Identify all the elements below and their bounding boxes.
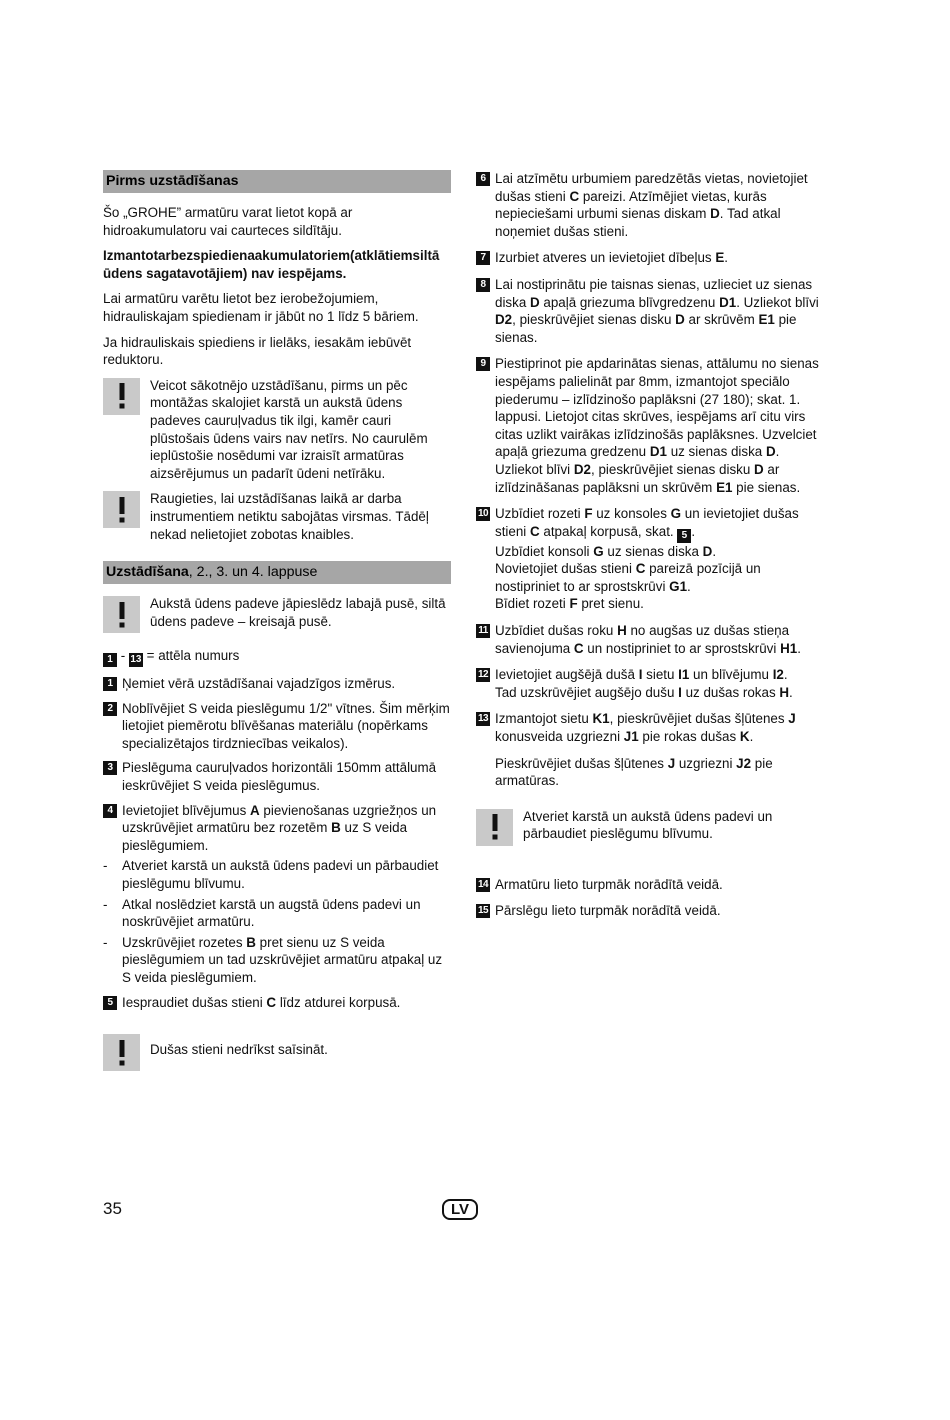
step-3: 3 Pieslēguma cauruļvados horizontāli 150mm attālumā ieskrūvējiet S veida pieslēgumus. — [103, 759, 451, 794]
step-11: 11 Uzbīdiet dušas roku H no augšas uz dušas stieņa savienojuma C un nostipriniet to ar sprostskrūvi H1. — [476, 622, 826, 657]
step-2: 2 Noblīvējiet S veida pieslēgumu 1/2" vītnes. Šim mērķim lietojiet piemērotu blīvēšanas materiālu (nopērkams specializētajos tirdzniecības veikalos). — [103, 700, 451, 753]
step-9: 9 Piestiprinot pie apdarinātas sienas, attālumu no sienas iespējams palielināt par 8mm, izmantojot speciālo piederumu – izlīdzinošo paplāksni (27 180); skat. 1. lappusi. Lietojot citas skrūves, iespējams arī citu virs citas uzlikt vairākas izlīdzinošās paplāksnes. Uzvelciet apaļā griezuma gredzenu D1 uz sienas diska D. Uzliekot blīvi D2, pieskrūvējiet sienas disku D ar izlīdzināšanas paplāksni un skrūvēm E1 pie sienas. — [476, 355, 826, 496]
step-number-badge: 15 — [477, 905, 489, 917]
page-number: 35 — [103, 1199, 122, 1218]
step-12: 12 Ievietojiet augšējā dušā I sietu I1 un blīvējumu I2. Tad uzskrūvējiet augšējo dušu I uz dušas rokas H. — [477, 667, 793, 700]
step-number-badge: 14 — [477, 878, 489, 890]
step-1: 1 Ņemiet vērā uzstādīšanai vajadzīgos izmērus. — [103, 675, 451, 693]
warning-text: Raugieties, lai uzstādīšanas laikā ar darba instrumentiem netiktu sabojātas virsmas. Tādēļ nekad nelietojiet zobotas knaibles. — [150, 491, 429, 542]
warning-text: Aukstā ūdens padeve jāpieslēdz labajā pusē, siltā ūdens padeve – kreisajā pusē. — [150, 596, 446, 629]
step-number-badge: 4 — [103, 804, 117, 818]
paragraph: Pieskrūvējiet dušas šļūtenes J uzgriezni J2 pie armatūras. — [495, 755, 773, 789]
figure-reference-badge: 5 — [677, 529, 691, 543]
exclamation-icon — [103, 378, 140, 415]
dash-item: - Atkal noslēdziet karstā un augstā ūdens padevi un noskrūvējiet armatūru. — [103, 896, 421, 930]
exclamation-icon — [476, 809, 513, 846]
step-15: 15 Pārslēgu lieto turpmāk norādītā veidā. — [477, 903, 721, 919]
step-5: 5 Iespraudiet dušas stieni C līdz atdurei korpusā. — [103, 994, 451, 1012]
warning-note — [103, 490, 451, 543]
step-number-badge: 8 — [476, 278, 490, 292]
step-number-badge: 13 — [477, 713, 489, 725]
step-number-badge: 3 — [103, 761, 117, 775]
warning-note — [103, 377, 451, 483]
step-6: 6 Lai atzīmētu urbumiem paredzētās vietas, novietojiet dušas stieni C pareizi. Atzīmējiet vietas, kurās nepieciešami urbumi sienas diskam D. Tad atkal noņemiet dušas stieni. — [476, 170, 826, 240]
figure-number-badge: 13 — [130, 654, 142, 666]
figure-number-legend: 1 - 13 = attēla numurs — [103, 647, 451, 667]
exclamation-icon — [103, 1034, 140, 1071]
step-number-badge: 9 — [476, 357, 490, 371]
right-column — [476, 170, 826, 927]
step-4: 4 Ievietojiet blīvējumus A pievienošanas uzgriežņos un uzskrūvējiet armatūru bez rozetēm B uz S veida pieslēgumiem. — [103, 802, 451, 855]
left-column — [103, 170, 451, 1079]
step-number-badge: 2 — [103, 702, 117, 716]
paragraph: Lai armatūru varētu lietot bez ierobežojumiem, hidrauliskajam spiedienam ir jābūt no 1 līdz 5 bāriem. — [103, 291, 419, 324]
step-number-badge: 10 — [477, 508, 489, 520]
section-heading-before-installation: Pirms uzstādīšanas — [103, 170, 451, 193]
step-14: 14 Armatūru lieto turpmāk norādītā veidā. — [477, 876, 723, 892]
step-number-badge: 1 — [103, 677, 117, 691]
dash-item: - Uzskrūvējiet rozetes B pret sienu uz S veida pieslēgumiem un tad uzskrūvējiet armatūru atpakaļ uz S veida pieslēgumiem. — [103, 934, 443, 985]
step-number-badge: 5 — [103, 996, 117, 1010]
step-number-badge: 6 — [476, 172, 490, 186]
step-8: 8 Lai nostiprinātu pie taisnas sienas, uzlieciet uz sienas diska D apaļā griezuma blīvgredzenu D1. Uzliekot blīvi D2, pieskrūvējiet sienas disku D ar skrūvēm E1 pie sienas. — [476, 276, 826, 346]
exclamation-icon — [103, 596, 140, 633]
figure-number-badge: 1 — [103, 653, 117, 667]
warning-text: Atveriet karstā un aukstā ūdens padevi un pārbaudiet pieslēgumu blīvumu. — [523, 808, 773, 842]
warning-note — [103, 1033, 451, 1071]
section-heading-installation: Uzstādīšana, 2., 3. un 4. lappuse — [103, 561, 451, 584]
paragraph: Šo „GROHE” armatūru varat lietot kopā ar hidroakumulatoru vai caurteces sildītāju. — [103, 205, 353, 238]
step-number-badge: 11 — [476, 624, 490, 638]
warning-text: Dušas stieni nedrīkst saīsināt. — [150, 1042, 328, 1058]
step-13: 13 Izmantojot sietu K1, pieskrūvējiet dušas šļūtenes J konusveida uzgriezni J1 pie rokas dušas K. — [477, 711, 796, 745]
paragraph: Ja hidrauliskais spiediens ir lielāks, iesakām iebūvēt reduktoru. — [103, 334, 412, 368]
step-10: 10 Uzbīdiet rozeti F uz konsoles G un ievietojiet dušas stieni C atpakaļ korpusā, skat. 5 . Uzbīdiet konsoli G uz sienas diska D. Novietojiet dušas stieni C pareizā pozīcijā un nostipriniet to ar sprostskrūvi G1. Bīdiet rozeti F pret sienu. — [477, 506, 799, 612]
step-number-badge: 12 — [477, 669, 489, 681]
step-7: 7 Izurbiet atveres un ievietojiet dībeļus E. — [476, 249, 826, 267]
language-badge: LV — [442, 1199, 478, 1220]
warning-note — [103, 595, 451, 633]
warning-note — [476, 808, 826, 846]
dash-item: - Atveriet karstā un aukstā ūdens padevi un pārbaudiet pieslēgumu blīvumu. — [103, 858, 439, 892]
paragraph-bold-notice: Izmantotarbezspiedienaakumulatoriem(atklātiemsiltā ūdens sagatavotājiem) nav iespējams. — [103, 248, 440, 281]
exclamation-icon — [103, 491, 140, 528]
step-number-badge: 7 — [476, 251, 490, 265]
warning-text: Veicot sākotnējo uzstādīšanu, pirms un pēc montāžas skalojiet karstā un aukstā ūdens padeves cauruļvadus tik ilgi, kamēr cauri plūstošais ūdens vairs nav netīrs. No caurulēm ieplūstošie nosēdumi var izraisīt armatūras aizsērējumus un padarīt ūdeni netīrāku. — [150, 377, 428, 481]
